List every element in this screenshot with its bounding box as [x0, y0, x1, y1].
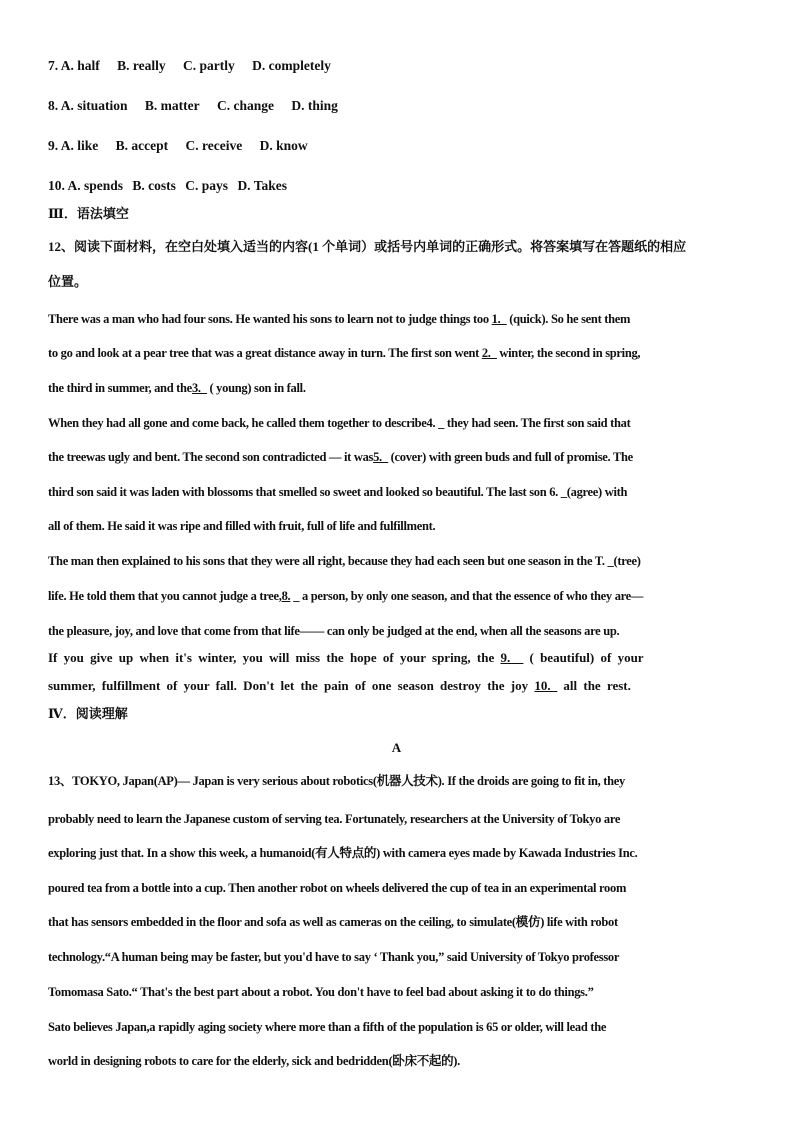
blank-2: 2._: [481, 346, 497, 360]
reading-line: probably need to learn the Japanese custom of serving tea. Fortunately, researchers at the University of Tokyo are: [48, 812, 621, 826]
reading-line: that has sensors embedded in the floor and sofa as well as cameras on the ceiling, to simulate(模仿) life with robot: [48, 915, 618, 929]
question-10: [48, 177, 287, 195]
passage-text: ( beautiful) of your: [523, 650, 644, 665]
option-a: A. spends: [67, 178, 124, 193]
section-title-grammar: Ⅲ．语法填空: [48, 206, 129, 221]
passage-line: third son said it was laden with blossoms that smelled so sweet and looked so beautiful. The last son 6. _(agree) with: [48, 485, 628, 499]
passage-line: When they had all gone and come back, he called them together to describe4. _ they had seen. The first son said that: [48, 416, 631, 430]
passage-text: If you give up when it's winter, you will miss the hope of your spring, the: [48, 650, 501, 665]
option-d: D. thing: [291, 98, 338, 113]
passage-line: all of them. He said it was ripe and filled with fruit, full of life and fulfillment.: [48, 519, 436, 533]
passage-text: (cover) with green buds and full of promise. The: [387, 450, 633, 464]
option-b: B. matter: [144, 98, 200, 113]
passage-text: the treewas ugly and bent. The second son contradicted — it was: [48, 450, 374, 464]
option-d: D. completely: [252, 58, 331, 73]
blank-8: 8.: [281, 589, 291, 603]
reading-line: technology.“A human being may be faster, but you'd have to say ‘ Thank you,” said University of Tokyo professor: [48, 950, 620, 964]
option-d: D. Takes: [237, 178, 287, 193]
option-b: B. costs: [132, 178, 176, 193]
option-b: B. accept: [115, 138, 169, 153]
reading-line: Tomomasa Sato.“ That's the best part about a robot. You don't have to feel bad about asking it to do things.”: [48, 985, 594, 999]
question-9: [48, 137, 308, 155]
reading-line: 13、TOKYO, Japan(AP)— Japan is very serious about robotics(机器人技术). If the droids are going to fit in, they: [48, 774, 625, 788]
question-number: 7.: [48, 58, 59, 73]
reading-line: world in designing robots to care for the elderly, sick and bedridden(卧床不起的).: [48, 1054, 460, 1068]
option-d: D. know: [259, 138, 308, 153]
passage-line: [48, 310, 630, 328]
passage-text: the third in summer, and the: [48, 381, 192, 395]
option-c: C. receive: [185, 138, 243, 153]
question-number: 9.: [48, 138, 59, 153]
passage-text: summer, fulfillment of your fall. Don't let the pain of one season destroy the joy: [48, 678, 535, 693]
passage-text: life. He told them that you cannot judge a tree,: [48, 589, 282, 603]
passage-line: The man then explained to his sons that they were all right, because they had each seen but one season in the T. _(tree): [48, 554, 641, 568]
passage-line: [48, 379, 306, 397]
question-number: 8.: [48, 98, 59, 113]
passage-line: [48, 448, 633, 466]
option-c: C. change: [217, 98, 275, 113]
option-a: A. half: [60, 58, 100, 73]
option-a: A. like: [60, 138, 99, 153]
passage-text: There was a man who had four sons. He wanted his sons to learn not to judge things too: [48, 312, 492, 326]
section-instructions-cont: 位置。: [48, 274, 88, 289]
passage-line: [48, 649, 644, 667]
question-7: [48, 57, 331, 75]
section-title-reading: Ⅳ．阅读理解: [48, 706, 128, 721]
reading-line: exploring just that. In a show this week, a humanoid(有人特点的) with camera eyes made by Kawada Industries Inc.: [48, 846, 638, 860]
question-number: 10.: [48, 178, 65, 193]
reading-line: poured tea from a bottle into a cup. Then another robot on wheels delivered the cup of tea in an experimental room: [48, 881, 627, 895]
passage-text: ( young) son in fall.: [206, 381, 306, 395]
passage-text: all the rest.: [557, 678, 631, 693]
section-instructions: 12、阅读下面材料，在空白处填入适当的内容(1 个单词）或括号内单词的正确形式。将答案填写在答题纸的相应: [48, 239, 687, 254]
blank-1: 1._: [491, 312, 507, 326]
question-8: [48, 97, 338, 115]
blank-3: 3._: [191, 381, 207, 395]
passage-text: winter, the second in spring,: [496, 346, 641, 360]
passage-line: [48, 587, 643, 605]
passage-label: A: [391, 740, 402, 755]
option-c: C. partly: [183, 58, 235, 73]
blank-9: 9.__: [500, 650, 524, 665]
option-c: C. pays: [185, 178, 229, 193]
passage-text: _ a person, by only one season, and that the essence of who they are—: [290, 589, 644, 603]
option-a: A. situation: [60, 98, 128, 113]
blank-5: 5._: [373, 450, 388, 464]
passage-text: (quick). So he sent them: [506, 312, 631, 326]
blank-10: 10._: [534, 678, 558, 693]
option-b: B. really: [117, 58, 166, 73]
passage-line: [48, 344, 640, 362]
passage-text: to go and look at a pear tree that was a great distance away in turn. The first son went: [48, 346, 482, 360]
passage-line: [48, 677, 631, 695]
reading-line: Sato believes Japan,a rapidly aging society where more than a fifth of the population is 65 or older, will lead the: [48, 1020, 607, 1034]
passage-line: the pleasure, joy, and love that come from that life—— can only be judged at the end, when all the seasons are up.: [48, 624, 620, 638]
